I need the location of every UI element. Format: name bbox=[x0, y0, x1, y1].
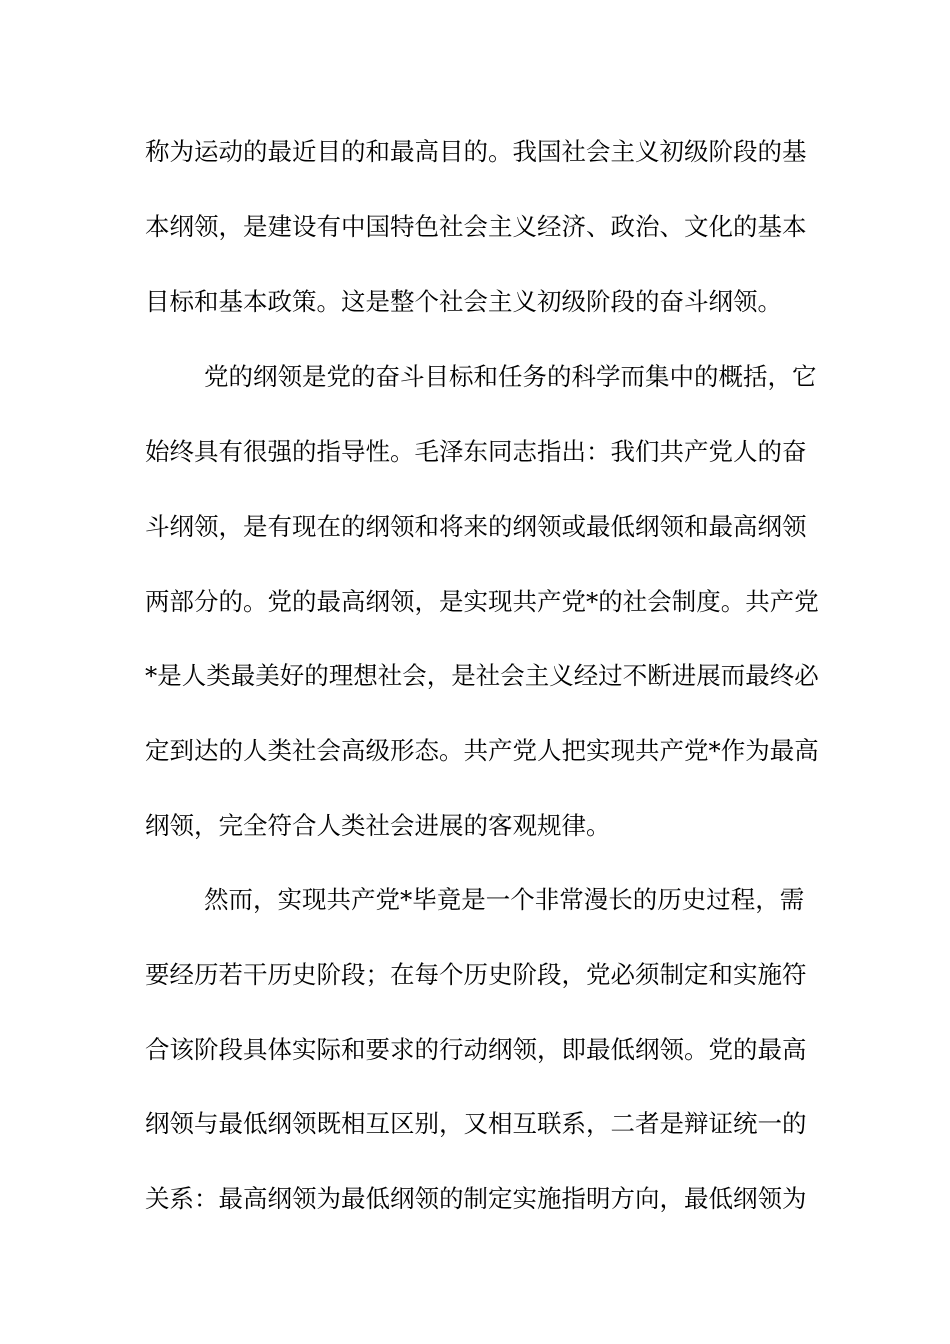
text-line-14: 纲领与最低纲领既相互区别，又相互联系，二者是辩证统一的 bbox=[145, 1109, 807, 1138]
paragraph-3-first-line: 然而，实现共产党*毕竟是一个非常漫长的历史过程，需 bbox=[204, 885, 805, 914]
text-line-3: 目标和基本政策。这是整个社会主义初级阶段的奋斗纲领。 bbox=[145, 287, 782, 316]
text-line-12: 要经历若干历史阶段；在每个历史阶段，党必须制定和实施符 bbox=[145, 960, 807, 989]
text-line-8: *是人类最美好的理想社会，是社会主义经过不断进展而最终必 bbox=[145, 661, 819, 690]
text-line-1: 称为运动的最近目的和最高目的。我国社会主义初级阶段的基 bbox=[145, 137, 807, 166]
text-line-7: 两部分的。党的最高纲领，是实现共产党*的社会制度。共产党 bbox=[145, 587, 819, 616]
text-line-13: 合该阶段具体实际和要求的行动纲领，即最低纲领。党的最高 bbox=[145, 1035, 807, 1064]
text-line-10: 纲领，完全符合人类社会进展的客观规律。 bbox=[145, 811, 611, 840]
text-line-9: 定到达的人类社会高级形态。共产党人把实现共产党*作为最高 bbox=[145, 736, 819, 765]
text-line-15: 关系：最高纲领为最低纲领的制定实施指明方向，最低纲领为 bbox=[145, 1184, 807, 1213]
text-line-5: 始终具有很强的指导性。毛泽东同志指出：我们共产党人的奋 bbox=[145, 437, 807, 466]
text-line-6: 斗纲领，是有现在的纲领和将来的纲领或最低纲领和最高纲领 bbox=[145, 512, 807, 541]
text-line-2: 本纲领，是建设有中国特色社会主义经济、政治、文化的基本 bbox=[145, 212, 807, 241]
paragraph-2-first-line: 党的纲领是党的奋斗目标和任务的科学而集中的概括，它 bbox=[204, 362, 817, 391]
